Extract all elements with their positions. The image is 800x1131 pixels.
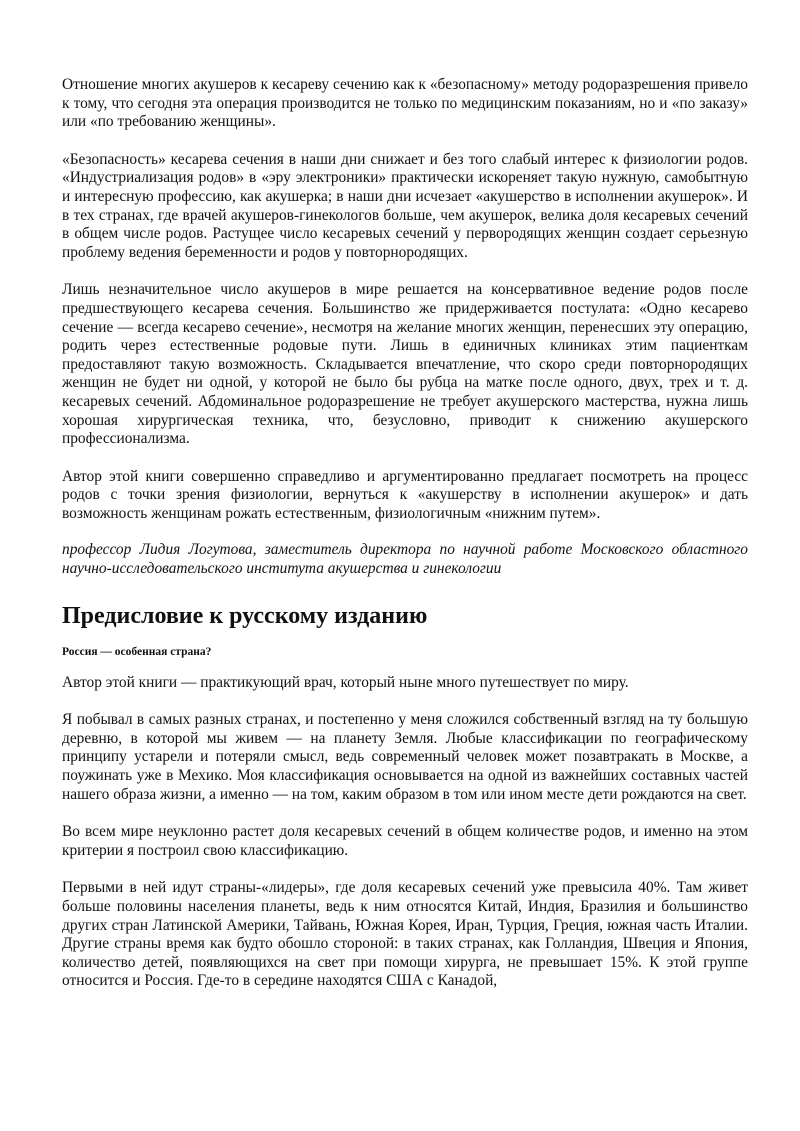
main-paragraph-2: Я побывал в самых разных странах, и постепенно у меня сложился собственный взгляд на ту большую деревню, в которой мы живем — на планету Земля. Любые классификации по географическому принципу устарели и потеряли смысл, ведь современный человек может позавтракать в Москве, а поужинать уже в Мехико. Моя классификация основывается на одной из важнейших составных частей нашего образа жизни, а именно — на том, каким образом в том или ином месте дети рождаются на свет.: [62, 711, 748, 803]
main-paragraph-4: Первыми в ней идут страны-«лидеры», где доля кесаревых сечений уже превысила 40%. Там живет больше половины населения планеты, ведь к ним относятся Китай, Индия, Бразилия и большинство других стран Латинской Америки, Тайвань, Южная Корея, Иран, Турция, Греция, южная часть Италии. Другие страны время как будто обошло стороной: в таких странах, как Голландия, Швеция и Япония, количество детей, появляющихся на свет при помощи хирурга, не превышает 15%. К этой группе относится и Россия. Где-то в середине находятся США с Канадой,: [62, 879, 748, 990]
main-paragraph-3: Во всем мире неуклонно растет доля кесаревых сечений в общем количестве родов, и именно на этом критерии я построил свою классификацию.: [62, 823, 748, 859]
intro-paragraph-3: Лишь незначительное число акушеров в мире решается на консервативное ведение родов после предшествующего кесарева сечения. Большинство же придерживается постулата: «Одно кесарево сечение — всегда кесарево сечение», несмотря на желание многих женщин, перенесших эту операцию, родить через естественные родовые пути. Лишь в единичных клиниках этим пациенткам предоставляют такую возможность. Складывается впечатление, что скоро среди повторнородящих женщин не будет ни одной, у которой не было бы рубца на матке после одного, двух, трех и т. д. кесаревых сечений. Абдоминальное родоразрешение не требует акушерского мастерства, нужна лишь хорошая хирургическая техника, что, безусловно, приводит к снижению акушерского профессионализма.: [62, 281, 748, 448]
intro-paragraph-1: Отношение многих акушеров к кесареву сечению как к «безопасному» методу родоразрешения привело к тому, что сегодня эта операция производится не только по медицинским показаниям, но и «по заказу» или «по требованию женщины».: [62, 76, 748, 131]
section-subheading: Россия — особенная страна?: [62, 645, 212, 658]
section-heading: Предисловие к русскому изданию: [62, 602, 428, 629]
intro-paragraph-4: Автор этой книги совершенно справедливо и аргументированно предлагает посмотреть на процесс родов с точки зрения физиологии, вернуться к «акушерству в исполнении акушерок» и дать возможность женщинам рожать естественным, физиологичным «нижним путем».: [62, 467, 748, 522]
intro-paragraph-2: «Безопасность» кесарева сечения в наши дни снижает и без того слабый интерес к физиологии родов. «Индустриализация родов» в «эру электроники» практически искореняет такую нужную, самобытную и интересную профессию, как акушерка; в наши дни исчезает «акушерство в исполнении акушерок». И в тех странах, где врачей акушеров-гинекологов больше, чем акушерок, велика доля кесаревых сечений в общем числе родов. Растущее число кесаревых сечений у первородящих женщин создает серьезную проблему ведения беременности и родов у повторнородящих.: [62, 150, 748, 261]
main-paragraph-1: Автор этой книги — практикующий врач, который ныне много путешествует по миру.: [62, 673, 629, 691]
attribution: профессор Лидия Логутова, заместитель директора по научной работе Московского областного научно-исследовательского института акушерства и гинекологии: [62, 541, 748, 578]
